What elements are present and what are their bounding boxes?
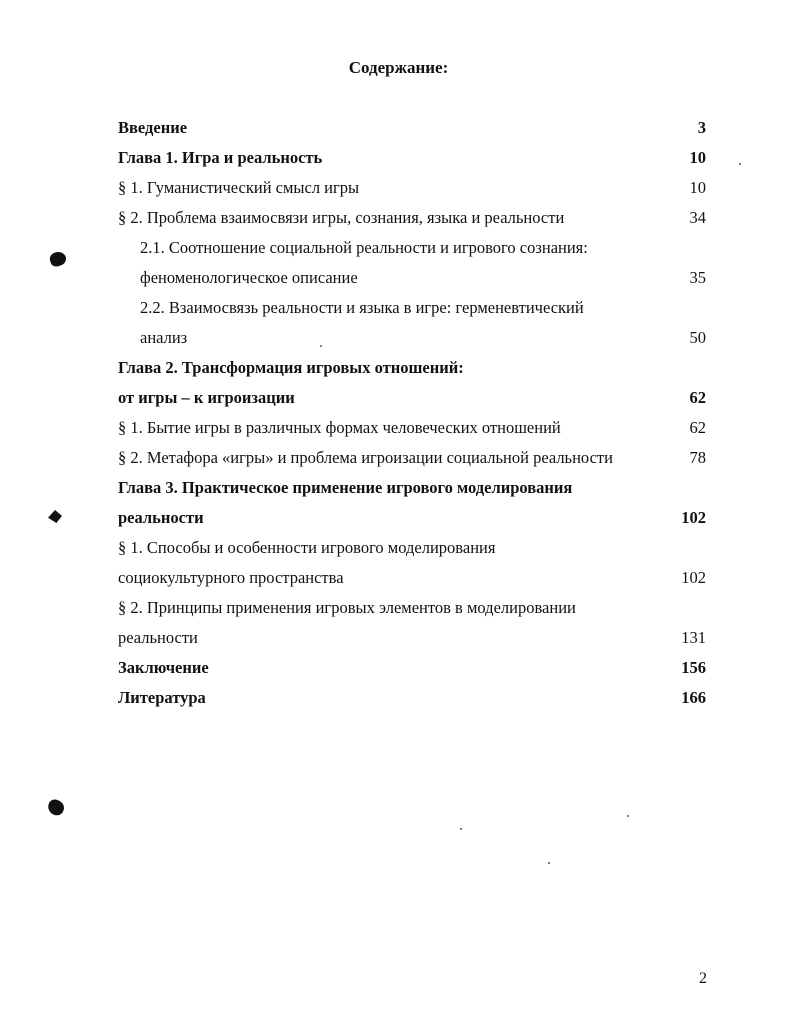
page-number: 2 — [699, 970, 707, 987]
toc-entry-label: § 1. Бытие игры в различных формах человеческих отношений — [118, 418, 561, 437]
toc-row — [0, 686, 797, 716]
toc-entry-label: § 1. Гуманистический смысл игры — [118, 178, 360, 197]
scan-speck — [739, 163, 741, 165]
toc-entry-page: 62 — [689, 388, 706, 407]
toc-entry-page: 10 — [689, 148, 706, 167]
toc-entry-label: социокультурного пространства — [118, 568, 344, 587]
toc-entry-label: § 1. Способы и особенности игрового моделирования — [118, 538, 496, 557]
toc-row — [0, 506, 797, 536]
toc-entry-page: 166 — [681, 688, 706, 707]
toc-entry-label: реальности — [118, 628, 198, 647]
toc-row — [0, 236, 797, 266]
toc-entry-label: § 2. Принципы применения игровых элементов в моделировании — [118, 598, 576, 617]
toc-row — [0, 116, 797, 146]
toc-row — [0, 536, 797, 566]
toc-row — [0, 206, 797, 236]
toc-row — [0, 476, 797, 506]
scan-blot — [46, 798, 66, 818]
toc-row — [0, 566, 797, 596]
toc-entry-label: Введение — [118, 118, 188, 137]
toc-row — [0, 266, 797, 296]
scan-speck — [460, 828, 462, 830]
toc-entry-page: 35 — [689, 268, 706, 287]
toc-entry-label: реальности — [118, 508, 204, 527]
scan-speck — [627, 815, 629, 817]
toc-entry-label: анализ — [140, 328, 188, 347]
toc-row — [0, 626, 797, 656]
toc-entry-page: 10 — [689, 178, 706, 197]
toc-row — [0, 386, 797, 416]
toc-entry-label: Глава 3. Практическое применение игрового моделирования — [118, 478, 573, 497]
scan-speck — [548, 862, 550, 864]
toc-entry-label: Заключение — [118, 658, 209, 677]
toc-entry-page: 62 — [689, 418, 706, 437]
page-title: Содержание: — [348, 58, 449, 77]
toc-entry-page: 156 — [681, 658, 706, 677]
toc-row — [0, 296, 797, 326]
table-of-contents — [0, 116, 797, 716]
toc-entry-page: 78 — [689, 448, 706, 467]
toc-row — [0, 356, 797, 386]
toc-entry-label: феноменологическое описание — [140, 268, 358, 287]
toc-row — [0, 656, 797, 686]
toc-entry-label: Глава 1. Игра и реальность — [118, 148, 323, 167]
toc-entry-label: Литература — [118, 688, 206, 707]
toc-entry-label: Глава 2. Трансформация игровых отношений: — [118, 358, 464, 377]
toc-row — [0, 446, 797, 476]
toc-entry-page: 3 — [697, 118, 706, 137]
toc-entry-page: 50 — [689, 328, 706, 347]
toc-entry-label: 2.1. Соотношение социальной реальности и игрового сознания: — [140, 238, 588, 257]
toc-row — [0, 596, 797, 626]
toc-entry-label: от игры – к игроизации — [118, 388, 295, 407]
toc-row — [0, 416, 797, 446]
toc-entry-label: 2.2. Взаимосвязь реальности и языка в игре: герменевтический — [140, 298, 584, 317]
toc-entry-page: 102 — [681, 568, 706, 587]
toc-row — [0, 146, 797, 176]
toc-entry-label: § 2. Метафора «игры» и проблема игроизации социальной реальности — [118, 448, 613, 467]
toc-entry-label: § 2. Проблема взаимосвязи игры, сознания, языка и реальности — [118, 208, 565, 227]
toc-row — [0, 176, 797, 206]
toc-entry-page: 102 — [681, 508, 706, 527]
toc-entry-page: 131 — [681, 628, 706, 647]
toc-entry-page: 34 — [689, 208, 706, 227]
toc-row — [0, 326, 797, 356]
scan-speck — [320, 345, 322, 347]
